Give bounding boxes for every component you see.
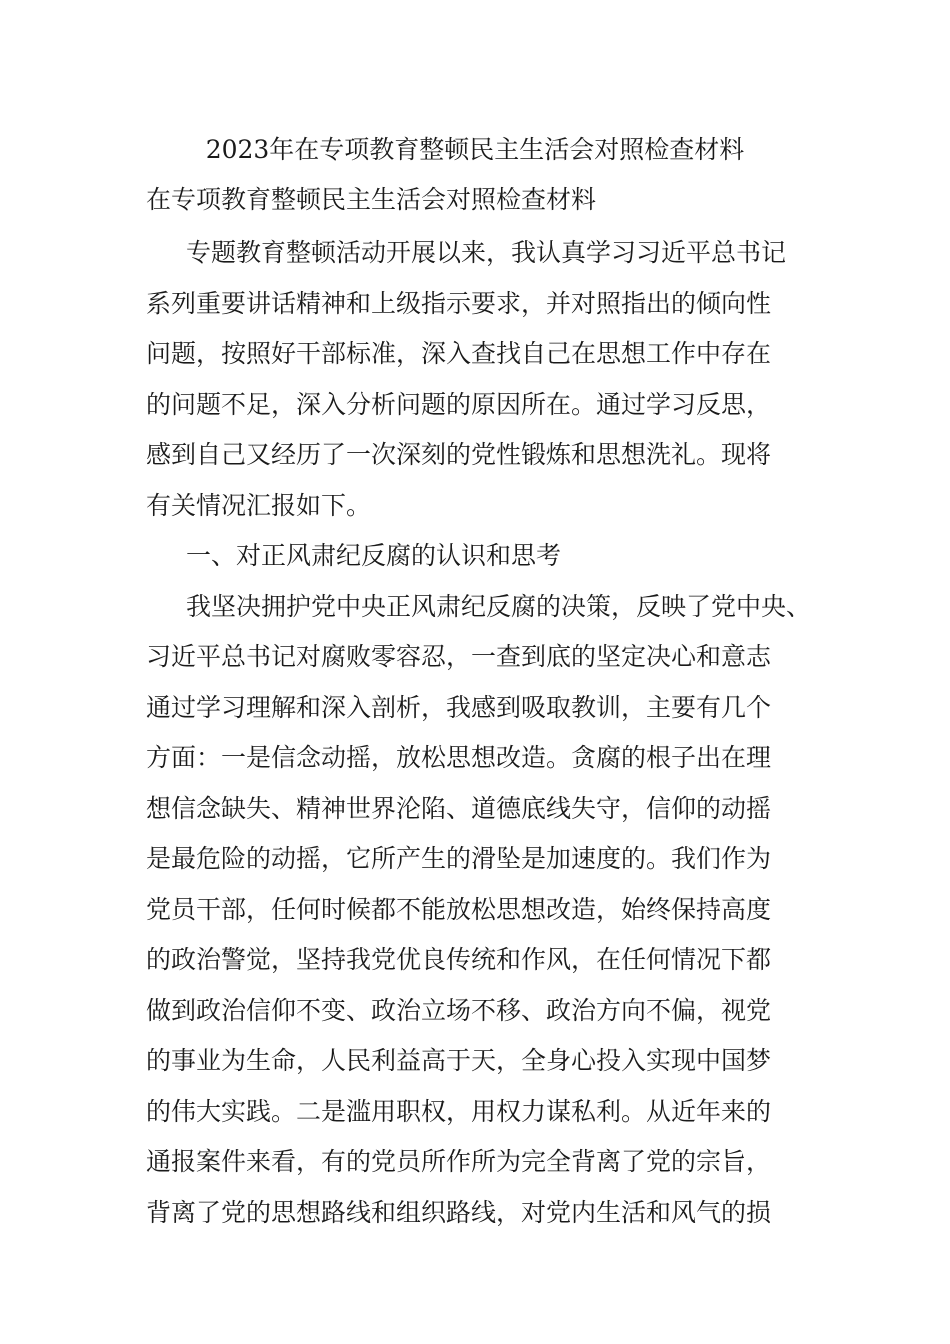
text-line: 党员干部，任何时候都不能放松思想改造，始终保持高度 [146, 894, 772, 924]
document-title: 2023年在专项教育整顿民主生活会对照检查材料 [205, 135, 745, 164]
text-line: 的问题不足，深入分析问题的原因所在。通过学习反思， [146, 389, 772, 419]
text-line: 有关情况汇报如下。 [146, 490, 372, 520]
text-line: 通报案件来看，有的党员所作所为完全背离了党的宗旨， [146, 1147, 772, 1176]
text-line: 专题教育整顿活动开展以来，我认真学习习近平总书记 [186, 238, 787, 267]
text-line: 系列重要讲话精神和上级指示要求，并对照指出的倾向性 [146, 288, 772, 318]
document-subtitle: 在专项教育整顿民主生活会对照检查材料 [146, 185, 597, 214]
text-line: 一、对正风肃纪反腐的认识和思考 [186, 541, 562, 570]
text-line: 通过学习理解和深入剖析，我感到吸取教训，主要有几个 [146, 692, 772, 722]
text-line: 习近平总书记对腐败零容忍，一查到底的坚定决心和意志 [146, 642, 772, 671]
text-line: 感到自己又经历了一次深刻的党性锻炼和思想洗礼。现将 [146, 440, 772, 469]
text-line: 方面：一是信念动摇，放松思想改造。贪腐的根子出在理 [146, 743, 772, 772]
text-line: 的事业为生命，人民利益高于天，全身心投入实现中国梦 [146, 1046, 772, 1075]
text-line: 的政治警觉，坚持我党优良传统和作风，在任何情况下都 [146, 945, 772, 974]
text-line: 的伟大实践。二是滥用职权，用权力谋私利。从近年来的 [146, 1096, 772, 1126]
document-body [146, 228, 826, 1238]
text-line: 是最危险的动摇，它所产生的滑坠是加速度的。我们作为 [146, 844, 772, 873]
text-line: 做到政治信仰不变、政治立场不移、政治方向不偏，视党 [146, 995, 772, 1025]
text-line: 想信念缺失、精神世界沦陷、道德底线失守，信仰的动摇 [146, 793, 772, 823]
text-line: 背离了党的思想路线和组织路线，对党内生活和风气的损 [146, 1197, 772, 1227]
text-line: 我坚决拥护党中央正风肃纪反腐的决策，反映了党中央、 [186, 591, 812, 621]
text-line: 问题，按照好干部标准，深入查找自己在思想工作中存在 [146, 339, 772, 368]
